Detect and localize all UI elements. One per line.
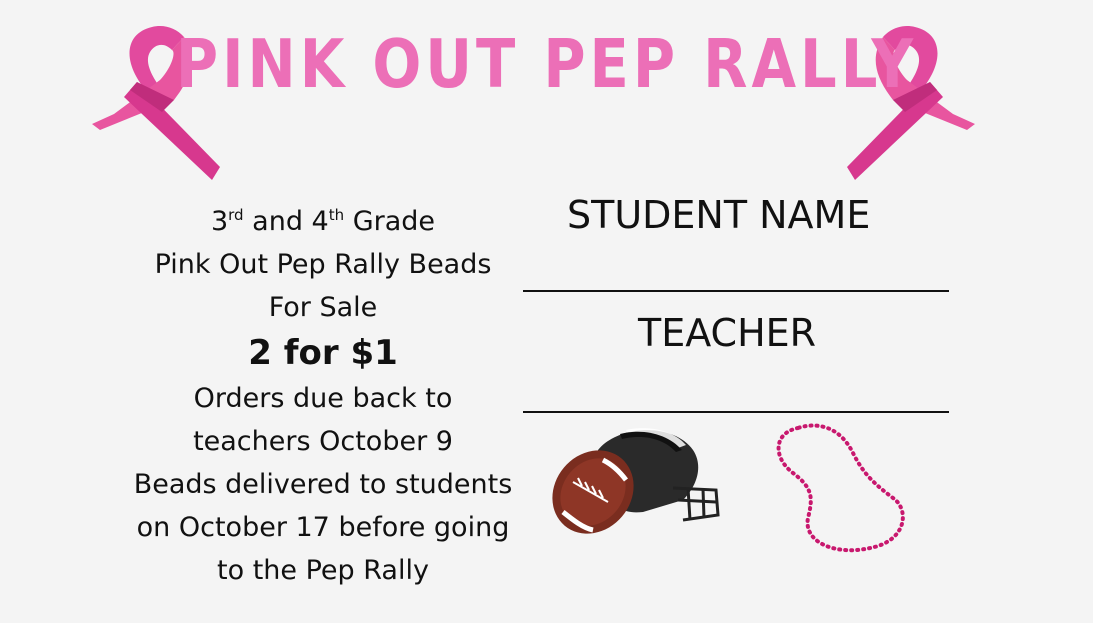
student-name-field[interactable] — [523, 290, 949, 292]
info-line: on October 17 before going — [136, 512, 510, 543]
teacher-label: TEACHER — [638, 311, 817, 355]
football-helmet-icon — [548, 420, 728, 538]
page-title: PINK OUT PEP RALLY — [175, 26, 918, 104]
info-line: teachers October 9 — [193, 426, 453, 457]
student-name-label: STUDENT NAME — [567, 193, 871, 237]
beads-icon — [768, 418, 913, 558]
info-line: Beads delivered to students — [133, 469, 513, 500]
info-line: Orders due back to — [193, 383, 453, 414]
info-line: Pink Out Pep Rally Beads — [154, 249, 492, 280]
info-line: to the Pep Rally — [217, 555, 429, 586]
info-line: For Sale — [268, 292, 378, 323]
info-block — [108, 200, 538, 592]
teacher-field[interactable] — [523, 411, 949, 413]
grade-line: 3rd and 4th Grade — [210, 206, 436, 237]
price-text: 2 for $1 — [248, 333, 398, 373]
